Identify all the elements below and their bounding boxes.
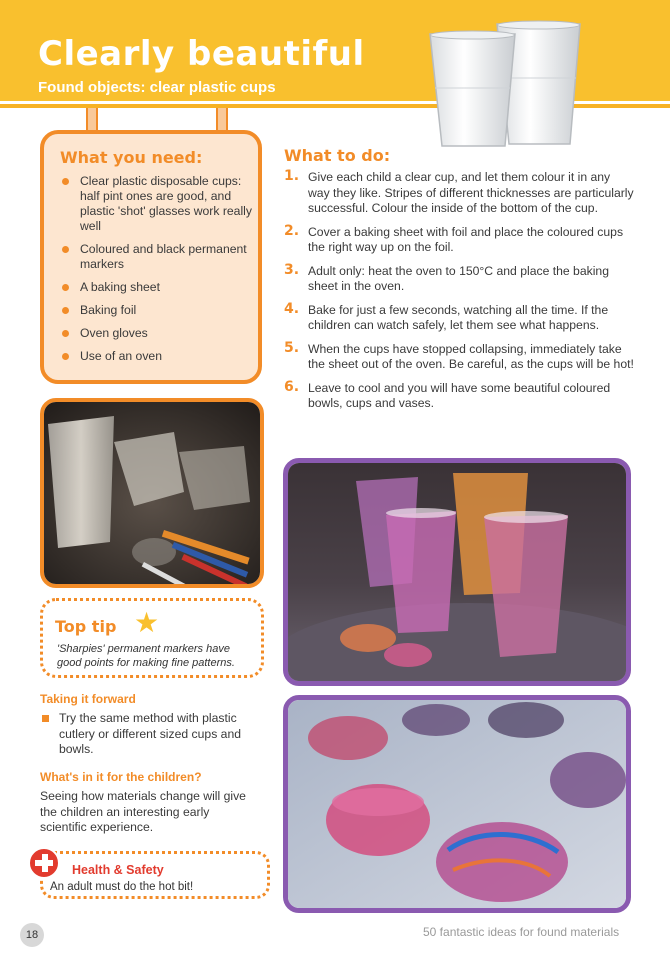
what-you-need-box — [40, 130, 262, 384]
plastic-cups-image — [425, 18, 585, 150]
whats-in-it-text: Seeing how materials change will give the children an interesting early scientific experience. — [40, 789, 246, 834]
step-number: 6. — [284, 378, 300, 395]
photo-coloured-cups — [283, 458, 631, 686]
what-to-do-steps — [284, 170, 634, 420]
bullet-dot — [62, 307, 69, 314]
step-text: When the cups have stopped collapsing, immediately take the sheet out of the oven. Be careful, as the cups will be hot! — [308, 341, 634, 371]
step-text: Bake for just a few seconds, watching all the time. If the children can watch safely, let them see what happens. — [308, 302, 609, 332]
photo-cups-and-markers — [40, 398, 264, 588]
health-safety-heading: Health & Safety — [72, 863, 164, 877]
step-number: 5. — [284, 339, 300, 356]
what-you-need-heading: What you need: — [60, 148, 203, 167]
footer-book-title: 50 fantastic ideas for found materials — [423, 925, 620, 939]
bullet-dot — [62, 330, 69, 337]
step-item — [284, 378, 634, 412]
list-item: Oven gloves — [58, 326, 258, 341]
top-tip-text: 'Sharpies' permanent markers have good points for making fine patterns. — [57, 643, 235, 669]
taking-forward-item: Try the same method with plastic cutlery or different sized cups and bowls. — [40, 711, 260, 758]
taking-forward-heading: Taking it forward — [40, 692, 136, 706]
step-item — [284, 222, 634, 256]
step-number: 1. — [284, 168, 300, 184]
bullet-dot — [62, 178, 69, 185]
photo-melted-bowls — [283, 695, 631, 913]
top-tip-box — [40, 598, 264, 678]
step-item — [284, 170, 634, 217]
bullet-square — [42, 715, 49, 722]
whats-in-it-heading: What's in it for the children? — [40, 770, 202, 784]
list-item: Clear plastic disposable cups: half pint ones are good, and plastic 'shot' glasses work really well — [58, 174, 258, 234]
step-text: Leave to cool and you will have some beautiful coloured bowls, cups and vases. — [308, 380, 611, 410]
box-hanger-right — [216, 108, 228, 132]
star-icon: ★ — [134, 607, 160, 638]
list-item: Baking foil — [58, 303, 258, 318]
list-item: Coloured and black permanent markers — [58, 242, 258, 272]
bullet-dot — [62, 284, 69, 291]
step-item — [284, 300, 634, 334]
what-to-do-heading: What to do: — [284, 146, 391, 165]
what-you-need-list — [58, 174, 258, 372]
list-item: A baking sheet — [58, 280, 258, 295]
step-number: 4. — [284, 300, 300, 317]
step-number: 3. — [284, 261, 300, 278]
health-safety-text: An adult must do the hot bit! — [50, 881, 194, 893]
page-title: Clearly beautiful — [38, 34, 365, 74]
top-tip-heading: Top tip — [55, 617, 117, 636]
box-hanger-left — [86, 108, 98, 132]
step-text: Adult only: heat the oven to 150°C and place the baking sheet in the oven. — [308, 263, 609, 293]
list-item: Use of an oven — [58, 349, 258, 364]
step-item — [284, 339, 634, 373]
step-text: Cover a baking sheet with foil and place the coloured cups the right way up on the foil. — [308, 224, 624, 254]
step-number: 2. — [284, 222, 300, 239]
bullet-dot — [62, 353, 69, 360]
page-number: 18 — [20, 923, 44, 947]
bullet-dot — [62, 246, 69, 253]
page-subtitle: Found objects: clear plastic cups — [38, 79, 276, 96]
step-text: Give each child a clear cup, and let them colour it in any way they like. Stripes of different thicknesses are particularly successful. Colour the inside of the bottom of the cup. — [308, 170, 634, 215]
health-cross-icon — [28, 847, 60, 879]
step-item — [284, 261, 634, 295]
